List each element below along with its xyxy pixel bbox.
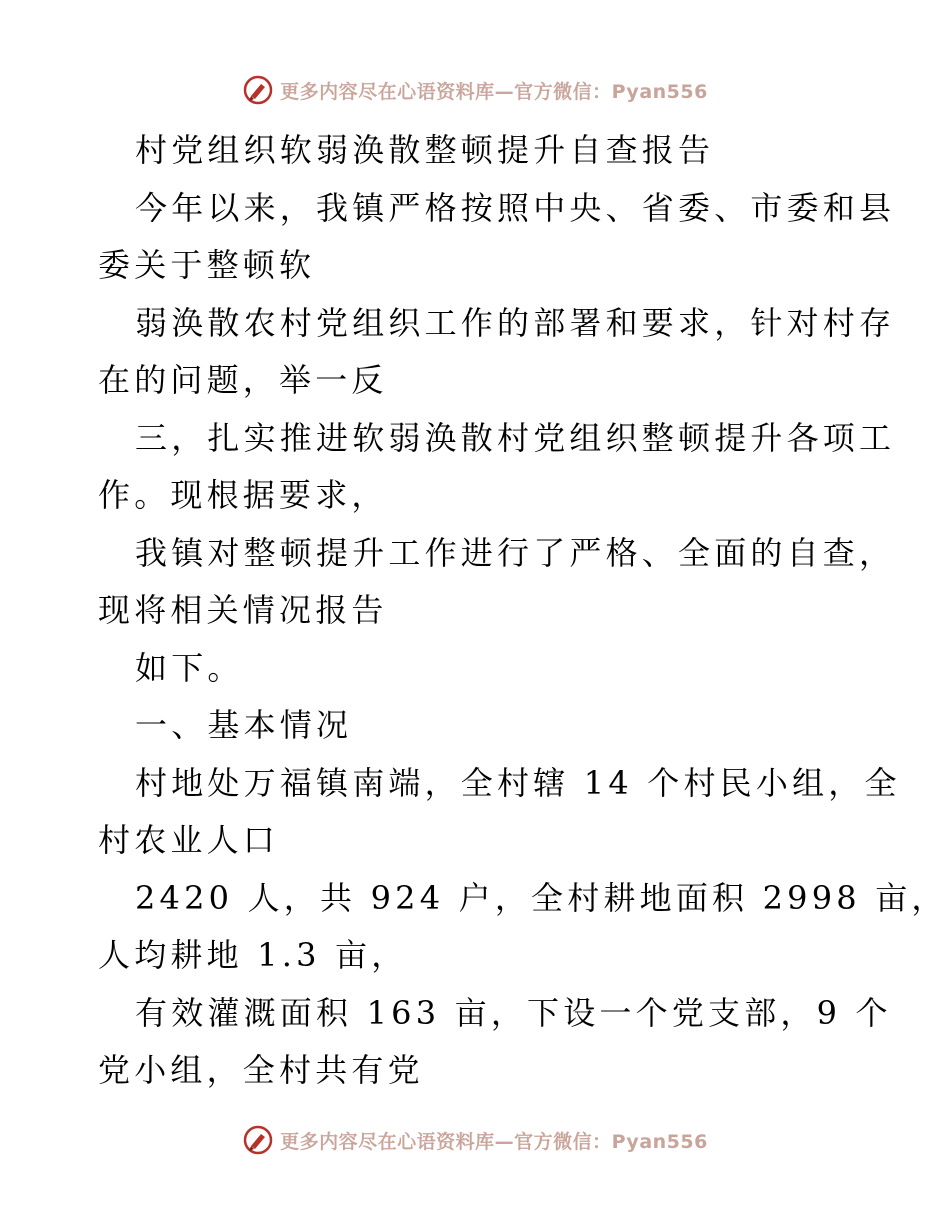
pen-logo-icon <box>242 1124 274 1156</box>
watermark-header <box>0 70 950 110</box>
text-line: 村地处万福镇南端，全村辖 14 个村民小组，全 <box>135 763 901 802</box>
text-line: 2420 人，共 924 户，全村耕地面积 2998 亩， <box>135 878 948 917</box>
text-line: 委关于整顿软 <box>98 246 316 284</box>
document-body <box>98 122 948 1100</box>
text-line: 今年以来，我镇严格按照中央、省委、市委和县 <box>135 188 896 227</box>
text-line: 村党组织软弱涣散整顿提升自查报告 <box>135 131 715 169</box>
text-line: 有效灌溉面积 163 亩，下设一个党支部，9 个 <box>135 993 892 1032</box>
text-line: 村农业人口 <box>98 821 280 859</box>
text-line: 党小组，全村共有党 <box>98 1051 424 1089</box>
watermark-text: 更多内容尽在心语资料库—官方微信：Pyan556 <box>280 1130 708 1153</box>
text-line: 一、基本情况 <box>135 706 353 744</box>
text-line: 人均耕地 1.3 亩， <box>98 936 408 974</box>
text-line: 在的问题，举一反 <box>98 361 388 399</box>
text-line: 弱涣散农村党组织工作的部署和要求，针对村存 <box>135 303 896 342</box>
text-line: 我镇对整顿提升工作进行了严格、全面的自查， <box>135 533 896 572</box>
text-line: 三，扎实推进软弱涣散村党组织整顿提升各项工 <box>135 418 896 457</box>
watermark-text: 更多内容尽在心语资料库—官方微信：Pyan556 <box>280 80 708 103</box>
pen-logo-icon <box>242 74 274 106</box>
text-line: 作。现根据要求， <box>98 476 388 514</box>
text-line: 现将相关情况报告 <box>98 591 388 629</box>
text-line: 如下。 <box>135 648 244 687</box>
watermark-footer <box>0 1120 950 1160</box>
